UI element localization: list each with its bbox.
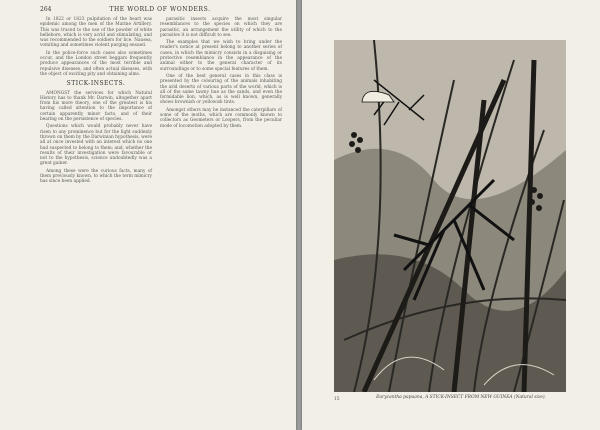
right-page — [302, 0, 600, 430]
figure-caption: Eurycantha papuana, A STICK-INSECT FROM NEW GUINEA (Natural size). — [376, 395, 546, 400]
page-number: 15 — [334, 397, 340, 402]
paragraph: The examples that we wish to bring under the reader's notice at present belong to another series of cases, in which the mimicry consists in a disguising or protective resemblance in the appearance of the animal either to the general character of its surroundings or to some special features of them. — [160, 40, 282, 72]
text-column-right — [160, 17, 282, 131]
left-page — [0, 0, 296, 430]
text-column-left — [40, 17, 152, 187]
paragraph: Questions which would probably never have risen to any prominence but for the light suddenly thrown on them by the Darwinian hypothesis, were all at once invested with an interest which no one had suspected to belong to them; and, whether the results of their investigation were favourable or not to the hypothesis, science undoubtedly was a great gainer. — [40, 124, 152, 167]
paragraph: parasitic insects acquire the most singular resemblances to the species on which they are parasitic, an arrangement the utility of which to the parasites it is not difficult to see. — [160, 17, 282, 38]
paragraph: AMONGST the services for which Natural History has to thank Mr. Darwin, altogether apart from his more theory, one of the greatest is his having called attention to the importance of certain apparently minor facts, and of their bearing on the persistence of species. — [40, 90, 152, 123]
section-heading: STICK-INSECTS. — [66, 80, 126, 88]
paragraph: Amongst others may be instanced the caterpillars of some of the moths, which are commonly known to collectors as Geometers or Loopers, from the peculiar mode of locomotion adopted by them. — [160, 107, 282, 129]
paragraph: Among these were the curious facts, many of them previously known, to which the term mimicry has since been applied. — [40, 168, 152, 185]
running-title: THE WORLD OF WONDERS. — [109, 6, 211, 13]
paragraph: In 1822 or 1823 pulpitation of the heart was epidemic among the men of the Marine Artillery. This was traced to the use of the powder of white hellebore, which is very acrid and stimulating, and was recommended to the soldiers for lice. Nausea, vomiting and sometimes violent purging ensued. — [40, 17, 152, 49]
stick-insect-engraving — [334, 40, 566, 392]
page-number: 264 — [40, 6, 52, 13]
paragraph: One of the best general cases in this class is presented by the colouring of the animals inhabiting the arid deserts of various parts of the world, which is all of the same tawny hue as the sands, and even the formidable lion, which, as is well known, generally shows brownish or yellowish tints. — [160, 73, 282, 106]
paragraph: In the police-force such cases also sometimes occur, and the London street beggars frequently produce appearances of the most terrible and repulsive diseases, and often actual diseases, with the object of exciting pity and obtaining alms. — [40, 50, 152, 77]
